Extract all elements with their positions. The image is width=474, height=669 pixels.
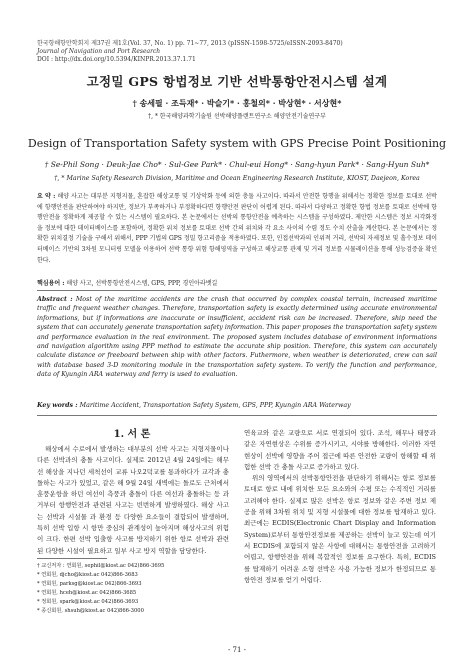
page-number: - 71 - — [227, 646, 247, 654]
section-heading-introduction: 1. 서 론 — [113, 429, 151, 440]
keywords-english-text: Maritime Accident, Transportation Safety System, GPS, PPP, Kyungin ARA Waterway — [79, 402, 351, 409]
paper-title-english: Design of Transportation Safety system with GPS Precise Point Positioning — [27, 137, 447, 150]
keywords-korean-label: 핵심용어 : — [37, 280, 65, 287]
keywords-korean — [37, 278, 437, 287]
abstract-korean — [37, 192, 437, 266]
doi-link[interactable]: DOI : http://dx.doi.org/10.5394/KINPR.2013.37.1.71 — [37, 56, 196, 63]
paragraph: 위의 영역에서의 선박통항안전을 판단하기 위해서는 항로 정보를 토대로 항로 내에 위치한 모든 요소와의 수평 또는 수직적인 거리를 고려해야 한다. 실제로 많은 선박은 항로 정보와 같은 주변 정보 제공을 위해 3차원 위치 및 지형 시설물에 대한 정보를 탑재하고 있다. 최근에는 ECDIS(Electronic Chart Display and Information System)로부터 통항안전정보를 제공하는 선박이 늘고 있는데 여기서 ECDIS에 포함되지 않은 사항에 대해서는 통항안전을 고려하기 어렵고, 항행안전을 위해 복합적인 정보를 요구한다. 특히, ECDIS를 탑재하기 어려운 소형 선박은 사용 가능한 정보가 한정되므로 통항안전 정보를 얻기 어렵다. — [244, 474, 436, 584]
footnotes — [37, 562, 229, 616]
divider-bottom — [37, 415, 437, 416]
body-column-left — [37, 444, 229, 556]
body-column-right — [244, 428, 436, 636]
footnote: * 연회원, hceh@kiost.ac 042)866-3685 — [37, 590, 137, 596]
footnote: * 연회원, parksg@kiost.ac 042)866-3693 — [37, 581, 142, 587]
footnote: † 교신저자 : 연회원, sephil@kiost.ac 042)866-3695 — [37, 563, 165, 569]
paper-title-korean: 고정밀 GPS 항법정보 기반 선박통항안전시스템 설계 — [86, 74, 388, 89]
journal-citation: 한국항해항만학회지 제37권 제1호(Vol. 37, No. 1) pp. 71~77, 2013 (pISSN-1598-5725/eISSN-2093-8470) — [37, 40, 343, 47]
footnote-divider — [37, 558, 107, 559]
affiliation-korean: †, * 한국해양과학기술원 선박해양플랜트연구소 해양안전기술연구부 — [148, 113, 326, 120]
footnote: * 종신회원, shsuh@kiost.ac 042)866-3000 — [37, 608, 144, 614]
paragraph: 해상에서 수로에서 발생하는 대부분의 선박 사고는 지형지물이나 다른 선박과의 충돌 사고이다. 실제로 2012년 4월 24일에는 해무 선 해상을 지나던 세척선이 교류 나오2덕교를 통과하다가 교각과 충돌하는 사고가 있었고, 같은 해 9월 24일 새벽에는 돌로도 근처에서 훈풍운항을 하던 여선이 측풍과 충돌이 다른 여선과 충돌하는 등 과거부터 항행안전과 관련된 사고는 빈번하게 발생하였다. 해상 사고는 선박과 시설물 과 환경 등 다양한 요소들이 결합되어 발생하며, 특히 선박 입항 시 항만 중심의 관계성이 높아지며 해상사고의 위험이 크다. 한편 선박 입출항 사고를 방지하기 위한 항로 선박과 관련된 다양한 시설이 필요하고 일부 사고 방지 역할을 담당한다. — [37, 445, 229, 555]
keywords-korean-text: 해양 사고, 선박통항안전시스템, GPS, PPP, 경인아라뱃길 — [66, 280, 218, 287]
abstract-english-text: Most of the maritime accidents are the crash that occurred by complex coastal terrain, increased maritime traffic and frequent weather changes. Therefore, transportation safety is exactly determined using accurate environmental informations, but if informations are inaccurate or insufficient, accident risk can be increased. Therefore, ship need the system that can accurately generate transportation safety information. This paper proposes the transportation safety system and performance evaluation in the real environment. The proposed system includes database of environment informations and navigation algorithm using PPP method to estimate the accurate ship position. Therefore, this system can accurately calculate distance or freeboard between ship with other factors. Futhermore, when weather is deteriorated, crew can sail with database based 3-D monitoring module in the transportation safety system. To verify the function and performance, data of Kyungin ARA waterway and ferry is used to evaluation. — [37, 296, 437, 379]
authors-english: † Se-Phil Song · Deuk-Jae Cho* · Sul-Gee Park* · Chul-eui Hong* · Sang-hyun Park* · Sang-Hyun Suh* — [44, 160, 430, 169]
paragraph: 연육교와 같은 교량으로 서로 연결되어 있다. 조석, 해무나 태풍과 같은 자연현상은 수위를 증가시키고, 시야를 방해한다. 이러한 자연현상이 선박에 영향을 주어 접근에 따른 안전한 교량이 항해할 때 위험한 선박 간 충돌 사고로 증가하고 있다. — [244, 429, 436, 471]
footnote: * 정회원, spark@kiost.ac 042)866-3693 — [37, 599, 139, 605]
journal-english-name: Journal of Navigation and Port Research — [37, 48, 161, 55]
abstract-english — [37, 295, 437, 380]
abstract-english-label: Abstract : — [37, 296, 73, 303]
keywords-english — [37, 402, 437, 409]
authors-korean: † 송세필 · 조득재* · 박슬기* · 홍철의* · 박상현* · 서상현* — [132, 98, 342, 108]
abstract-korean-text: 해양 사고는 대부분 지형지물, 혼잡한 해상교통 및 기상악화 등에 의한 충돌 사고이다. 따라서 안전한 항행을 위해서는 정확한 정보를 토대로 선박에 항행안전을 판단하여야 하지만, 정보가 부족하거나 부정확하다면 항행안전 판단이 어렵게 된다. 따라서 다양하고 정확한 항법 정보를 토대로 선박에 항행안전을 정확하게 제공할 수 있는 시스템이 필요하다. 본 논문에서는 선박의 통항안전을 예측하는 시스템을 구성하였다. 제안한 시스템은 정보 시각화정을 정보에 대한 데이터베이스를 포함하며, 정확한 위치 정보를 토대로 선박 간의 위치와 각 요소 사이의 수렴 정도 수치 산출을 계산한다. 본 논문에서는 정확한 위치결정 기술을 구해서 위해서, PPP 기법의 GPS 정밀 항고리즘을 적용하였다. 또한, 인접선박과의 인위적 거리, 선박의 자세정보 및 흘수정보 데이터베이스 기반의 3차원 모니터링 모델을 이용하여 선박 통항 위험 항해영역을 구성하고 해상교통 관제 및 거리 정보를 시뮬레이션을 통해 성능검증을 확인한다. — [37, 193, 437, 264]
abstract-korean-label: 요 약 : — [37, 193, 56, 200]
footnote: * 연회원, djcho@kiost.ac 042)866-3683 — [37, 572, 138, 578]
journal-header — [37, 40, 437, 64]
divider-top — [37, 290, 437, 291]
keywords-english-label: Key words : — [37, 402, 78, 409]
affiliation-english: †, * Marine Safety Research Division, Maritime and Ocean Engineering Research Institute, KIOST, Daejeon, Korea — [54, 175, 420, 182]
